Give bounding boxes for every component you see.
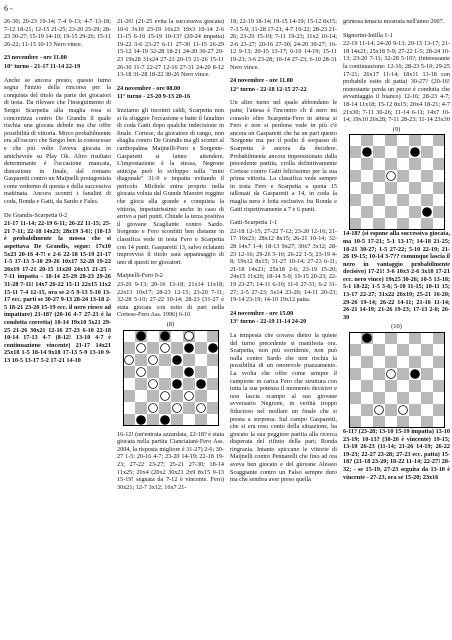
board-square [373,134,385,146]
board-square [409,404,421,416]
board-square [433,194,445,206]
board-square [349,146,361,158]
board-square [397,392,409,404]
game-moves: 14-18? (si espone alla successiva giocata, ma 10-5 17-21; 5-1 13-17; 14-18 21-25; 18-21 30-27; 1-5 27-22; 5-10 22-19; 21-26 19-15; 10-14 3-7?? comunque lascia il nero in vantaggio probabilmente decisivo) 17-21! 3-6 10x3 2-6 3x10 17-21 ecc. nero vince) 19x25 30-26; 10-5 13-18; 5-1 18-22; 1-5 3-6; 5-10 11-15; 10-11 15; 13-17 22-27; 31x22 26x19; 25-21 16-20; 29-26 19-14; 26-22 14-11; 21-16 11-14; 26-21 14-19; 21-26 19-23; 17-13 2-6; 26-30 [343,230,450,321]
board-square [409,194,421,206]
paragraph: La tempesta che covava dietro la quiete del turno precedente si manifesta ora. Scarpetta, non più sorridente, non può nulla contro Sardo che non rischia la possibilità di un onorevole piazzamento. La svolta che offre come sempre il campione in carica Fero che struttura con tutta la sua potenza il momento decisivo e non lascia scampo al suo giovane avversario Negrone, in veriità troppo fiducioso nel mollare un finale che si presta a sorpresa. Sul campo Gasparetti, che si era reso conto della situazione, ha giocato la sua peggiore partita alla ricerca disperata del rifiuto della pari; Ronda ringrazia. Intanto spiccano le vittorie di Maijnelli contro Pennarelli che fino ad ora aveva ben giocato e del giovane Alessio Scaggiante contro un Falso sempre duro ma che sembra aver preso quella [230,331,337,484]
white-piece [136,367,145,376]
board-square [385,392,397,404]
board-square [183,378,195,390]
game-moves: 16-12! (un'entrata azzardata, 22-18? è stata giocata nella partita Cianciaiani-Fero Ass. 2004, la risposta migliore è 31-27) 2-6; 30-27 1-5; 20-16 4-7; 23-20 14-19; 22-18 19-23; 27-22 23-27; 25-21 27-30; 18-14 11x25; 20x4 (20x2 30x21 2x9 8x15 9-13 15-19! segnata da 7-12 è vincente. Fero) 30x21; 12-7 3x12; 16x7 21- [117,430,224,491]
white-piece [386,172,395,181]
board-square [207,330,219,342]
board-square [373,356,385,368]
black-piece [136,331,145,340]
board-square [409,206,421,218]
board-square [135,354,147,366]
board-square [397,146,409,158]
black-piece [172,355,181,364]
board-square [159,378,171,390]
board-square [361,194,373,206]
board-square [195,414,207,426]
board-square [159,402,171,414]
board-square [361,134,373,146]
board-square [433,182,445,194]
white-piece [196,403,205,412]
page-number: 6 - [4,4,13,13]
board-square [361,416,373,428]
white-piece [148,403,157,412]
board-square [361,392,373,404]
board-square [421,170,433,182]
board-square [207,414,219,426]
board-square [349,158,361,170]
board-square [195,354,207,366]
board-square [373,194,385,206]
board-square [385,344,397,356]
board-square [433,158,445,170]
board-square [147,342,159,354]
board-square [433,134,445,146]
round-time-heading: 23 novembre - ore 11.00 [4,54,67,62]
round-time-heading: 24 novembre - ore 08.00 [117,84,181,92]
board-square [171,342,183,354]
board-square [433,380,445,392]
board-square [123,378,135,390]
board-square [409,134,421,146]
board-square [373,146,385,158]
board-square [207,366,219,378]
board-square [385,218,397,230]
board-square [123,390,135,402]
game-moves: 22-19 11-14; 24-20 9-13; 20-15 13-17; 21-18 14x21; 25x18 5-9; 27-22 1-5; 28-24 10-13; 23-20 7-11; 32-28 5-10?; (interessante la continuazione: 12-16; 28-23 5-10; 29-25 17-21; 26x17 11-14; 18x11 13-18 con probabile esito di patta) 30-27? (20-16! nonostante perda un pezzo è condotta che avvantaggia il bianco) 12-16; 28-23 4-7; 18-14 11x18; 15-12 8x15; 20x4 18-21; 4-7 21x30; 7-11 30-26; 11-14 6-11; 14x7 10-14; 19x10 26x28; 7-11 28-23; 11-14 23x30 [343,40,450,124]
black-piece [208,343,217,352]
game-title: Maijnelli-Fero 0-2 [117,272,163,280]
black-piece [422,208,431,217]
board-square [409,356,421,368]
column-3 [230,18,337,485]
board-square [183,354,195,366]
paragraph: grintosa tenacia mostrata nell'anno 2007. [343,18,445,25]
game-title: Signorini-Intilla 1-1 [343,31,393,39]
board-square [361,170,373,182]
board-square [373,380,385,392]
board-square [171,414,183,426]
board-square [421,146,433,158]
black-piece [196,379,205,388]
board-square [135,402,147,414]
board-square [433,344,445,356]
board-square [397,416,409,428]
board-square [373,392,385,404]
white-piece [160,343,169,352]
diagram-label: (10) [391,323,402,331]
board-square [433,404,445,416]
board-square [421,344,433,356]
white-piece [184,391,193,400]
board-square [147,390,159,402]
board-square [433,416,445,428]
black-piece [160,331,169,340]
board-square [123,342,135,354]
board-square [147,414,159,426]
board-square [207,390,219,402]
board-square [361,218,373,230]
board-square [349,416,361,428]
board-square [171,366,183,378]
board-square [349,368,361,380]
black-piece [184,367,193,376]
board-square [397,356,409,368]
board-square [385,416,397,428]
round-heading: 12° turno - 22-18 12-15 27-22 [230,85,307,93]
round-time-heading: 24 novembre - ore 11.00 [230,77,293,85]
board-square [123,330,135,342]
checkers-diagram-9 [349,134,445,230]
board-square [397,368,409,380]
board-square [385,356,397,368]
board-square [421,182,433,194]
board-square [373,206,385,218]
board-square [397,170,409,182]
board-square [385,332,397,344]
board-square [397,206,409,218]
board-square [397,134,409,146]
white-piece [160,391,169,400]
white-piece [172,403,181,412]
board-square [361,344,373,356]
board-square [409,416,421,428]
board-square [433,356,445,368]
board-square [385,404,397,416]
board-square [433,368,445,380]
board-square [433,392,445,404]
board-square [361,158,373,170]
board-square [361,182,373,194]
white-piece [374,406,383,415]
paragraph: Anche se ancora presto, questo turno segna l'inizio della rincorsa per la conquista del titolo da parte dei giocatori di testa. Da rilevare che l'inseguimento di Sergio Scarpetta alla maglia rosa si concretizza contro De Grandis il quale rischia una giocata debole ma che offre possibilità di vittoria. Mirco probabilmente era all'oscuro che Sergio ben la conoscesse e che più volte l'aveva giocata in amichevole su Play Ok. Altro risultato determinante è l'occasione mancata, distrazione in finale, dal romano Gasparetti contro un Maijnelli protagonista come vedremo di questa e della successiva mattinata. Ancora scontri i fanalini di coda, Ronda e Gatti, da Sardo e Fales. [4,76,111,206]
board-square [361,206,373,218]
board-square [207,378,219,390]
paragraph: 26-30; 20-23 19-14; 7-4 9-13; 4-7 13-18; 7-12 18-21; 12-15 21-25; 23-20 25-29; 28-23 30-27; 15-19 14-10; 19-15 29-26; 15-11 26-22; 11-15 10-13 Nero vince. [4,18,112,48]
board-square [183,414,195,426]
board-square [421,404,433,416]
board-square [409,344,421,356]
board-square [397,194,409,206]
board-square [349,194,361,206]
board-square [147,366,159,378]
board-square [421,416,433,428]
black-piece [136,415,145,424]
board-square [183,402,195,414]
board-square [349,206,361,218]
board-square [147,330,159,342]
board-square [361,380,373,392]
board-square [349,332,361,344]
checkers-diagram-10 [349,332,445,428]
board-square [123,414,135,426]
column-1 [4,18,111,366]
column-2 [117,18,224,492]
black-piece [362,148,371,157]
board-square [373,218,385,230]
board-square [409,218,421,230]
board-square [433,218,445,230]
board-square [207,402,219,414]
board-square [433,146,445,158]
game-moves: 21-17 11-14; 22-19 6-11; 26-22 11-15; 25-21 7-11; 22-18 14x23; 28x19 3-6!; (10-13 è probabilmente la mossa che si aspettava De Grandis, segue: 17x10 5x23 20-16 4-7! e 2-6 22-18 15-19 21-17 1-5 17-13 5-10 29-26 10x17 32-28 19-22 26x19 17-21 20-15 11x20 24x15 21-25 - 7-11 impatta - 18-14 25-29 28-23 29-26 31-28 7-11! 14x7 26-22 15-11 22x15 11x2 15-11 7-4 12-15, ora se 2-5 9-13 5-10 13-17 ecc. parti se 30-27 9-13 28-24 13-18 2-5 18-21 23-20 15-19 ecc. il nero riesce ad impattare) 21-18? (20-16 4-7 27-23 è la condotta corretta) 10-14 19x10 5x21 29-25 21-26 30x21 12-16 27-23 6-10 22-18 10-14 17-13 4-7 (8-12! 13-10 4-7 è continuazione vincente) 21-17 14x21 25x18 1-5 18-14 9x18 17-13 5-9 13-10 9-13 10-5 13-17 5-2 17-21 14-10 [4,220,111,364]
board-square [123,366,135,378]
black-piece [172,379,181,388]
board-square [421,392,433,404]
board-square [397,332,409,344]
board-square [409,380,421,392]
board-square [373,170,385,182]
board-square [433,332,445,344]
board-square [433,170,445,182]
paragraph: 18; 22-19 18-14; 19-15 14-19; 15-12 8x15; 7-3 5-9; 31-28 17-21; 4-7 19-22; 28-23 21-26; 23-20 15-19; 7-11 19-23; 11x2 10-14; 2-6 23-27; 20-16 27-30; 24-20 30-27; 16-12 9-13; 20-15 13-17; 6-10 14-19; 15-11 19-23; 3-6 23-28; 10-14 27-23; 6-10 28-31 Nero vince. [230,18,337,71]
board-square [361,404,373,416]
board-square [349,170,361,182]
board-square [361,356,373,368]
board-square [409,332,421,344]
board-square [397,158,409,170]
board-square [421,218,433,230]
white-piece [148,379,157,388]
board-square [349,134,361,146]
board-square [385,134,397,146]
board-square [385,194,397,206]
white-piece [184,331,193,340]
round-time-heading: 24 novembre - ore 15.00 [230,309,294,317]
white-piece [124,355,133,364]
game-title: Gatti-Scarpetta 1-1 [230,219,278,227]
round-heading: 10° turno - 21-17 11-14 22-19 [4,62,81,70]
board-square [159,366,171,378]
round-heading: 13° turno - 22-19 11-14 24-20 [230,318,307,326]
board-square [421,134,433,146]
board-square [373,416,385,428]
board-square [349,356,361,368]
board-square [349,404,361,416]
game-moves: 23-20 9-13; 20-16 13-18; 21x14 11x18; 22x13 10x17; 28-23 12-15; 23-20 7-11; 32-28 5-10; 27-22 10-14; 28-23 (31-27 è stata giocata con esito di pari nella Cortese-Fero Ass. 1996) 6-10 [117,281,224,319]
paragraph: Iniziamo gli incontri caldi, Scarpetta non si fa sfuggire l'occasione e batte il fanalino di coda Gatti dopo qualche indecisione in finale. Cortese, da giocatore di rango, non sbaglia contro De Grandis ma gli scontri al cardiopalma Maijnelli-Fero e Sorgente-Gasparetti si fanno attendere. L'impostazione è la stessa, Negrone anticipa però lo sviluppo sulla "mini diagonale" 31-9 e impatta evitando il pericolo. Michele entra proprio nella giocata voluta dal Grande Maestro reggino che gioca alla grande e conquista la vittoria, impetutrissimo anche in caso di arrivo a pari punti. Chiude la terza positiva il giovane Scagliante contro Sardo. Sorgente e Fero sconfitti ben distante in classifica vede in testa Fero e Scarpetta con 14 punti, Gasparetti 13, salvo eclatanti improvvisi il titolo sarà appannaggio di uno di questi tre giocatori. [117,106,224,266]
board-square [385,146,397,158]
board-square [171,330,183,342]
board-square [409,158,421,170]
black-piece [362,334,371,343]
board-square [397,344,409,356]
board-square [421,356,433,368]
black-piece [410,148,419,157]
board-square [349,344,361,356]
board-square [195,330,207,342]
diagram-label: (8) [166,320,175,328]
board-square [207,354,219,366]
board-square [195,342,207,354]
board-square [349,218,361,230]
board-square [409,182,421,194]
game-moves: 6-11? (23-28; 13-10 15-19 impatta) 13-10 23-19; 10-13? (30-26 è vincente) 19-15; 13-10 26-23 (11-14; 21-26 14-19; 26-22 19-23; 22-27 23-28; 27-23 ecc. patta) 15-18? (21-18 23-20; 18-22 11-14; 22-27! 28-32; - se 15-19, 27-23 seguita da 13-10 è vincente - 27-23, ora se 15-20; 23x16 [343,428,450,481]
board-square [409,392,421,404]
diagram-label: (9) [392,125,401,133]
board-square [159,354,171,366]
game-moves: 22-18 12-15; 27-22 7-12; 23-20 12-16; 21-17 16x23; 28x12 8x15; 26-21 10-14; 32-28 14x7 1-4; 18-13 9x27; 30x7 3x12; 28-23 12-16; 29-26 5-10; 26-22 1-5; 23-19 4-8; 19x12 8x15; 31-27 10-14; 27-23 6-11; 21-18 14x21; 25x18 2-6; 23-19 15-20; 24x15 11x20; 18-14 5-9; 19-15 20-23; 22-19 23-27; 14-11 6-10; 11-6 27-31; 6-2 31-27; 2-5 27-23; 5x14 23-20; 14-11 20-23; 19-14 23-19; 14-10 19x12 patta. [230,227,337,304]
board-square [421,158,433,170]
board-square [433,206,445,218]
black-piece [410,370,419,379]
board-square [373,344,385,356]
paragraph: 21-26! (21-25 evita la successiva giocata) 10-6 3x10 23-19 16x23 19x3 10-14 2-6 11-15 6-10 15-19 10-13? (20-24 impatta) 19-22 3-6 23-27 6-11 27-30 11-15 26-29 15-12 14-19 32-28 18-21 24-20 30-27 20-23 19x28 31x24 27-23 20-15 21-26 15-11 26-30 11-7 22-27 12-16 27-31 24-20 8-12 13-18 31-28 18-22 30-26 Nero vince. [117,18,224,79]
checkers-diagram-8 [123,330,219,426]
board-square [195,366,207,378]
board-square [421,332,433,344]
board-square [397,380,409,392]
white-piece [136,343,145,352]
board-square [397,218,409,230]
board-square [385,158,397,170]
board-square [385,182,397,194]
round-heading: 11° turno - 23-20 9-13 20-16 [117,93,191,101]
board-square [373,182,385,194]
board-square [171,390,183,402]
board-square [349,182,361,194]
column-4 [343,18,450,482]
board-square [373,368,385,380]
white-piece [148,355,157,364]
board-square [409,170,421,182]
board-square [385,380,397,392]
board-square [421,380,433,392]
board-square [397,182,409,194]
black-piece [160,415,169,424]
board-square [135,390,147,402]
board-square [349,392,361,404]
board-square [135,378,147,390]
paragraph: Un altro turno nel quale abbondano le patte, l'attesa è l'incontro ch il nero mi consolo oltre Scarpetta-Fero in attesa si Fero e non si perdona vede in più c'è ancora un Gasparetti che ha un pari questo 'Sorgente ma per il podio il sorpasso di Scarpetta è ancora da decidere. Probabilmente ancora impressionato dalla precedente partita, crolla definitivamente Cortese contro Gatti felicissimo per la sua prima vittoria. La classifica vede sempre in testa Fero e Scarpetta a quota 15 tallonati da Gasparetti a 14, in coda la maglia nera è lotta esclusiva fra Ronda e Gatti rispettivamente a 7 e 6 punti. [230,99,337,213]
white-piece [398,406,407,415]
black-piece [184,343,193,352]
board-square [349,380,361,392]
board-square [123,402,135,414]
board-square [421,194,433,206]
board-square [373,332,385,344]
white-piece [386,370,395,379]
board-square [373,158,385,170]
board-square [421,368,433,380]
game-title: De Grandis-Scarpetta 0-2 [4,211,68,219]
board-square [361,368,373,380]
board-square [195,390,207,402]
board-square [385,206,397,218]
